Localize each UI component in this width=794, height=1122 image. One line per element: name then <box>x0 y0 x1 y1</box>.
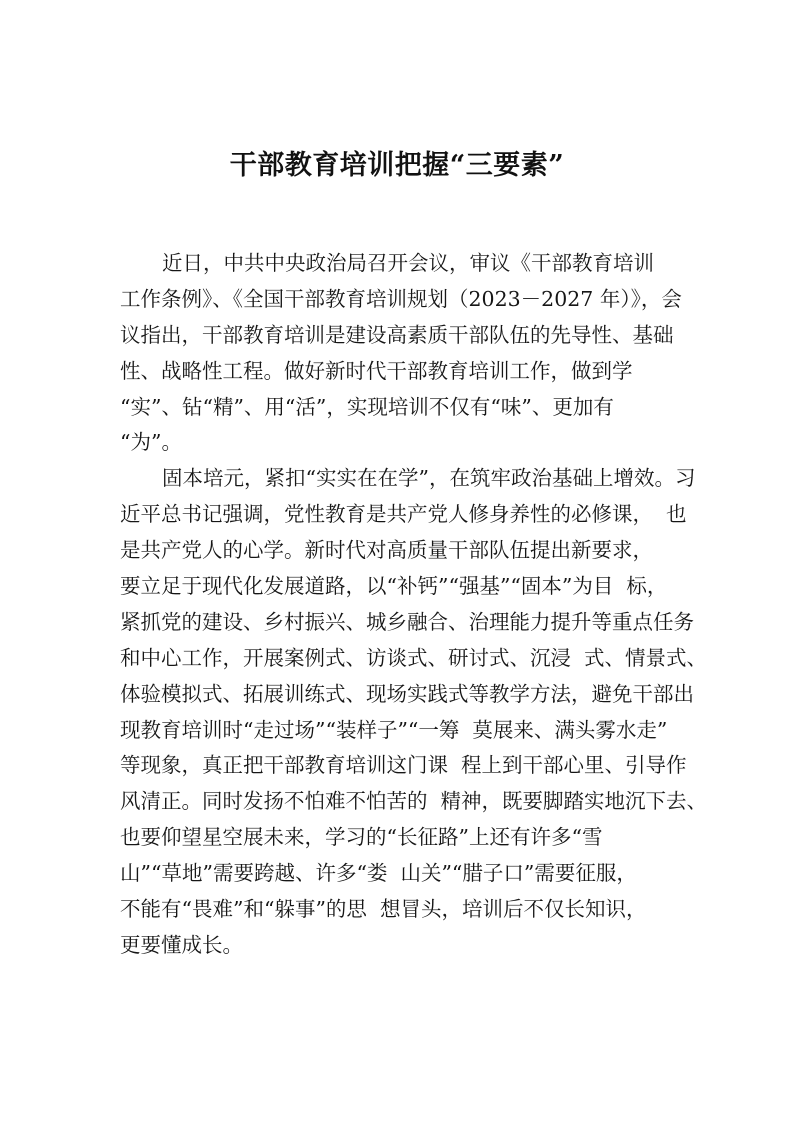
article-body <box>120 246 708 964</box>
paragraph-2-line-3: 是共产党人的心学。新时代对高质量干部队伍提出新要求， <box>120 538 653 563</box>
paragraph-2-line-12: 山”“草地”需要跨越、许多“娄 山关”“腊子口”需要征服， <box>120 861 637 886</box>
paragraph-1-line-4: 性、战略性工程。做好新时代干部教育培训工作，做到学 <box>120 358 633 383</box>
paragraph-1-line-5: “实”、钻“精”、用“活”，实现培训不仅有“味”、更加有 <box>120 394 614 419</box>
paragraph-1-line-6: “为”。 <box>120 430 182 455</box>
paragraph-2-line-1: 固本培元，紧扣“实实在在学”，在筑牢政治基础上增效。习 <box>162 466 696 491</box>
paragraph-2-line-10: 风清正。同时发扬不怕难不怕苦的 精神，既要脚踏实地沉下去、 <box>120 789 708 814</box>
paragraph-2-line-8: 现教育培训时“走过场”“装样子”“一筹 莫展来、满头雾水走” <box>120 717 668 742</box>
page-title: 干部教育培训把握“三要素” <box>229 150 565 181</box>
paragraph-2-line-9: 等现象，真正把干部教育培训这门课 程上到干部心里、引导作 <box>120 753 687 778</box>
paragraph-2-line-13: 不能有“畏难”和“躲事”的思 想冒头，培训后不仅长知识， <box>120 897 647 922</box>
paragraph-2-line-5: 紧抓党的建设、乡村振兴、城乡融合、治理能力提升等重点任务 <box>120 609 694 634</box>
paragraph-2-line-14: 更要懂成长。 <box>120 932 243 957</box>
paragraph-1-line-2: 工作条例》、《全国干部教育培训规划（2023－2027 年）》，会 <box>120 286 682 311</box>
paragraph-2-line-11: 也要仰望星空展未来，学习的“长征路”上还有许多“雪 <box>120 825 603 850</box>
paragraph-1-line-1: 近日，中共中央政治局召开会议，审议《干部教育培训 <box>162 251 654 275</box>
paragraph-2-line-4: 要立足于现代化发展道路，以“补钙”“强基”“固本”为目 标， <box>120 574 668 599</box>
paragraph-2-line-6: 和中心工作，开展案例式、访谈式、研讨式、沉浸 式、情景式、 <box>120 645 708 670</box>
paragraph-2-line-2: 近平总书记强调，党性教育是共产党人修身养性的必修课， 也 <box>120 502 687 527</box>
paragraph-1-line-3: 议指出，干部教育培训是建设高素质干部队伍的先导性、基础 <box>120 322 674 347</box>
paragraph-2-line-7: 体验模拟式、拓展训练式、现场实践式等教学方法，避免干部出 <box>120 681 694 706</box>
